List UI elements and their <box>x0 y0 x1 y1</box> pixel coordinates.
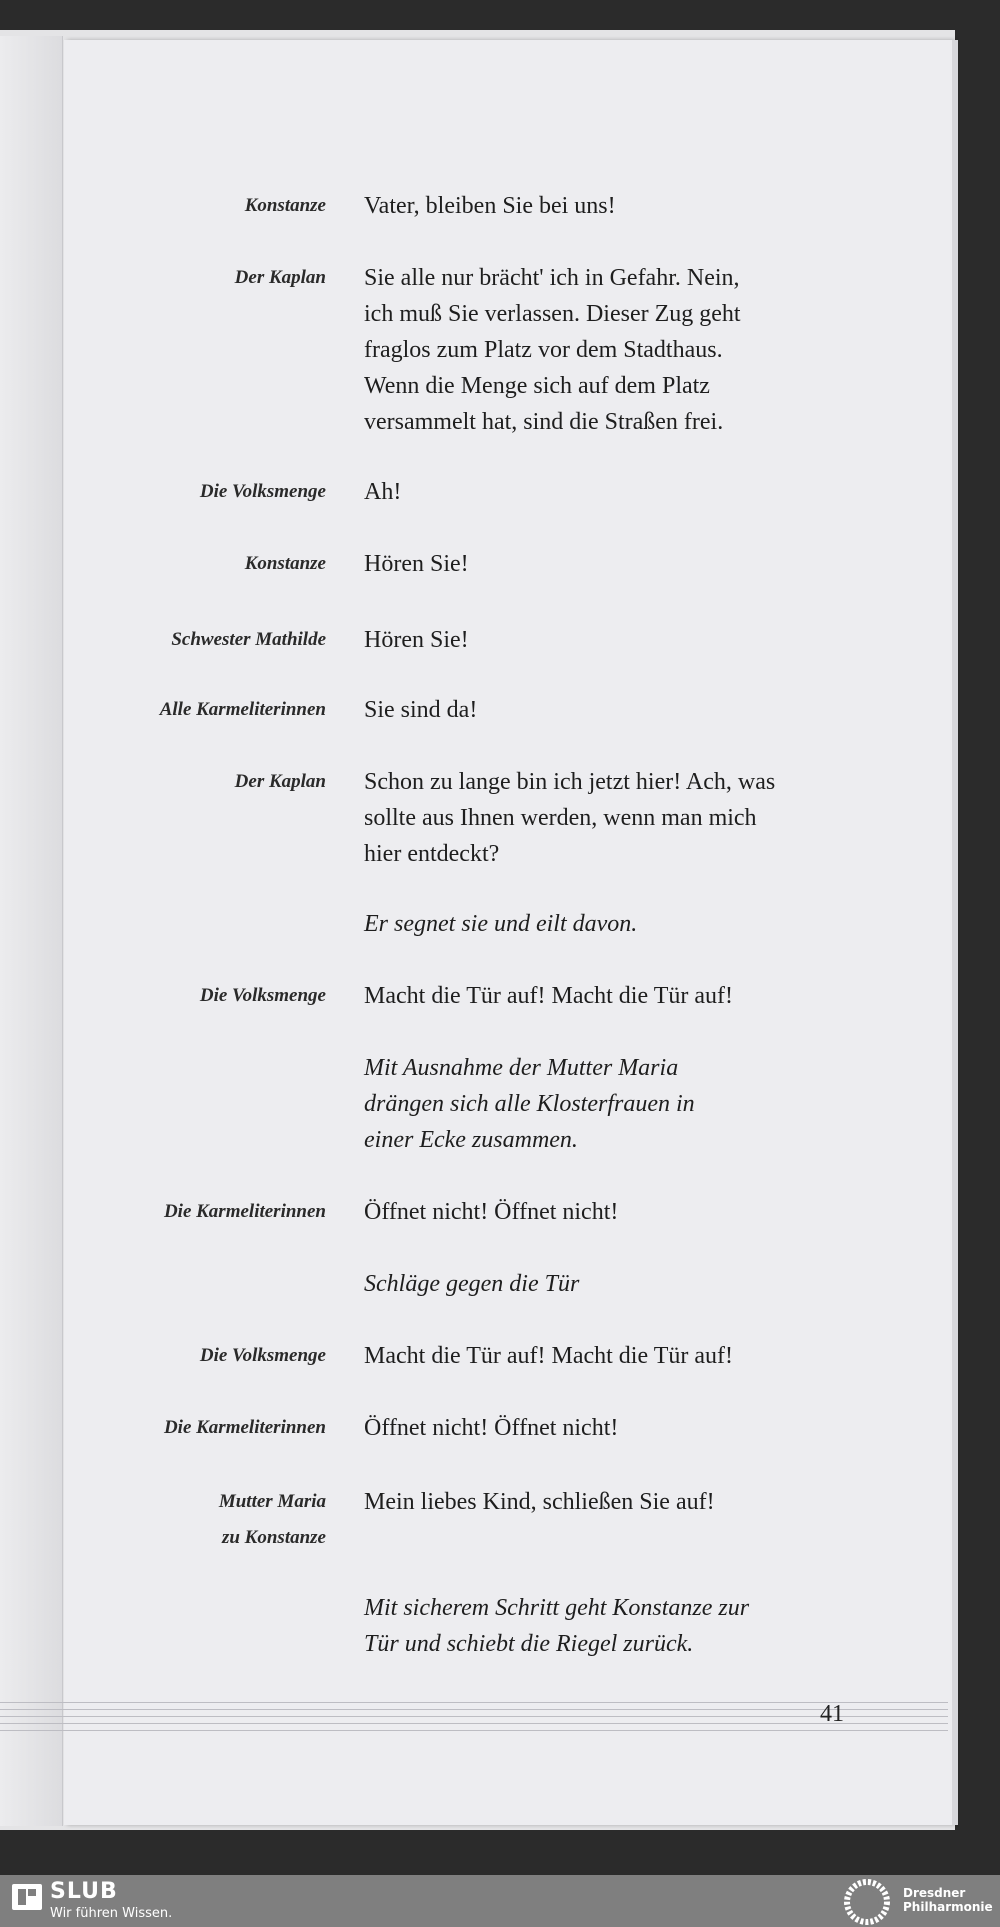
direction-line: Mit sicherem Schritt geht Konstanze zur <box>364 1595 750 1621</box>
dialogue-line: ich muß Sie verlassen. Dieser Zug geht <box>364 301 741 327</box>
speaker-name: Konstanze <box>244 195 326 216</box>
partner-name-line: Philharmonie <box>903 1900 993 1914</box>
speaker-name: Konstanze <box>244 553 326 574</box>
music-staff-decoration <box>0 1702 948 1746</box>
dialogue-text <box>364 1194 864 1230</box>
direction-line: Er segnet sie und eilt davon. <box>364 911 638 937</box>
dialogue-line: Hören Sie! <box>364 627 469 653</box>
stage-direction <box>364 1266 864 1302</box>
dialogue-text <box>364 474 864 510</box>
dialogue-line: Sie sind da! <box>364 697 478 723</box>
direction-line: drängen sich alle Klosterfrauen in <box>364 1091 695 1117</box>
dialogue-line: Macht die Tür auf! Macht die Tür auf! <box>364 983 733 1009</box>
dialogue-line: Öffnet nicht! Öffnet nicht! <box>364 1199 619 1225</box>
dialogue-line: Sie alle nur brächt' ich in Gefahr. Nein, <box>364 265 740 291</box>
dialogue-line: Macht die Tür auf! Macht die Tür auf! <box>364 1343 733 1369</box>
partner-name-line: Dresdner <box>903 1886 966 1900</box>
dialogue-line: Öffnet nicht! Öffnet nicht! <box>364 1415 619 1441</box>
dialogue-text <box>364 546 864 582</box>
speaker-name: Die Karmeliterinnen <box>163 1201 326 1222</box>
viewer-footer <box>0 1875 1000 1927</box>
dialogue-line: fraglos zum Platz vor dem Stadthaus. <box>364 337 723 363</box>
partner-name <box>903 1886 993 1914</box>
dialogue-text <box>364 978 864 1014</box>
dialogue-text <box>364 188 864 224</box>
dialogue-text <box>364 622 864 658</box>
dialogue-text <box>364 692 864 728</box>
speaker-name: Schwester Mathilde <box>171 629 326 650</box>
speaker-name: Der Kaplan <box>234 267 326 288</box>
speaker-name: Alle Karmeliterinnen <box>159 699 326 720</box>
library-tagline: Wir führen Wissen. <box>50 1906 173 1921</box>
dialogue-line: Hören Sie! <box>364 551 469 577</box>
speaker-name: Die Volksmenge <box>199 481 326 502</box>
stage-direction <box>364 1590 864 1662</box>
speaker-addressee: zu Konstanze <box>221 1527 326 1548</box>
direction-line: Mit Ausnahme der Mutter Maria <box>364 1055 679 1081</box>
dialogue-text <box>364 1410 864 1446</box>
speaker-name <box>0 1484 326 1556</box>
philharmonie-logo-icon <box>842 1877 892 1927</box>
speaker-name: Der Kaplan <box>234 771 326 792</box>
page-number: 41 <box>820 1701 844 1727</box>
dialogue-line: versammelt hat, sind die Straßen frei. <box>364 409 724 435</box>
dialogue-line: Ah! <box>364 479 402 505</box>
speaker-name-main: Mutter Maria <box>218 1491 326 1512</box>
direction-line: Schläge gegen die Tür <box>364 1271 580 1297</box>
dialogue-text <box>364 764 864 872</box>
page-edge-shadow <box>952 40 958 1825</box>
speaker-name: Die Volksmenge <box>199 1345 326 1366</box>
dialogue-text <box>364 1338 864 1374</box>
dialogue-line: Mein liebes Kind, schließen Sie auf! <box>364 1489 715 1515</box>
dialogue-line: sollte aus Ihnen werden, wenn man mich <box>364 805 757 831</box>
speaker-name: Die Volksmenge <box>199 985 326 1006</box>
stage-direction <box>364 1050 864 1158</box>
direction-line: Tür und schiebt die Riegel zurück. <box>364 1631 694 1657</box>
library-name: SLUB <box>50 1879 118 1904</box>
dialogue-line: Schon zu lange bin ich jetzt hier! Ach, was <box>364 769 776 795</box>
direction-line: einer Ecke zusammen. <box>364 1127 578 1153</box>
dialogue-text <box>364 260 864 440</box>
dialogue-line: Vater, bleiben Sie bei uns! <box>364 193 616 219</box>
slub-logo-icon <box>12 1884 42 1910</box>
stage-direction <box>364 906 864 942</box>
dialogue-line: Wenn die Menge sich auf dem Platz <box>364 373 710 399</box>
dialogue-line: hier entdeckt? <box>364 841 500 867</box>
dialogue-text <box>364 1484 864 1520</box>
previous-page-edge <box>0 36 63 1826</box>
speaker-name: Die Karmeliterinnen <box>163 1417 326 1438</box>
